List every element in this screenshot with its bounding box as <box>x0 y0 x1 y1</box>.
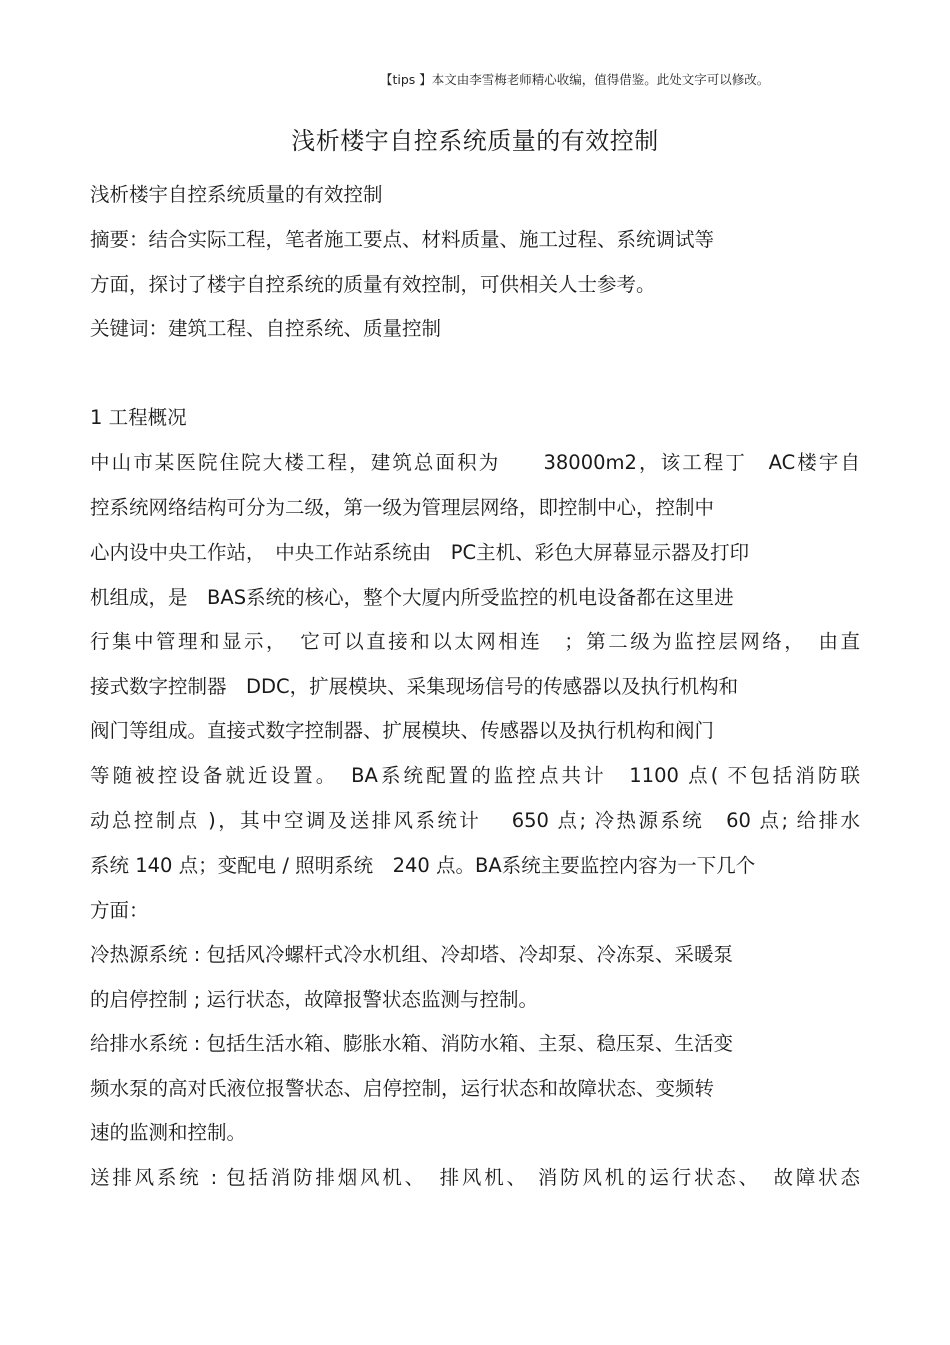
tips-note: 【tips 】本文由李雪梅老师精心收编，值得借鉴。此处文字可以修改。 <box>380 72 770 87</box>
body-line-11: 方面： <box>90 899 149 922</box>
body-line-14: 给排水系统 : 包括生活水箱、膨胀水箱、消防水箱、主泵、稳压泵、生活变 <box>90 1032 733 1055</box>
subtitle-line: 浅析楼宇自控系统质量的有效控制 <box>90 183 383 206</box>
section-heading: 1 工程概况 <box>90 406 187 429</box>
document-title: 浅析楼宇自控系统质量的有效控制 <box>291 127 659 155</box>
body-line-8: 等随被控设备就近设置。 BA系统配置的监控点共计 1100 点( 不包括消防联 <box>90 764 860 787</box>
body-line-12: 冷热源系统 : 包括风冷螺杆式冷水机组、冷却塔、冷却泵、冷冻泵、采暖泵 <box>90 943 733 966</box>
abstract-line-1: 摘要：结合实际工程，笔者施工要点、材料质量、施工过程、系统调试等 <box>90 228 715 251</box>
abstract-line-2: 方面，探讨了楼宇自控系统的质量有效控制，可供相关人士参考。 <box>90 273 656 296</box>
body-line-5: 行集中管理和显示， 它可以直接和以太网相连 ；第二级为监控层网络， 由直 <box>90 630 860 653</box>
body-line-1: 中山市某医院住院大楼工程，建筑总面积为 38000m2，该工程丁 AC楼宇自 <box>90 451 860 474</box>
keywords-line: 关键词：建筑工程、自控系统、质量控制 <box>90 317 442 340</box>
body-line-2: 控系统网络结构可分为二级，第一级为管理层网络，即控制中心，控制中 <box>90 496 715 519</box>
body-line-17: 送排风系统 : 包括消防排烟风机、 排风机、 消防风机的运行状态、 故障状态 <box>90 1166 860 1189</box>
body-line-3: 心内设中央工作站， 中央工作站系统由 PC主机、彩色大屏幕显示器及打印 <box>90 541 750 564</box>
body-line-15: 频水泵的高对氏液位报警状态、启停控制，运行状态和故障状态、变频转 <box>90 1077 715 1100</box>
body-line-7: 阀门等组成。直接式数字控制器、扩展模块、传感器以及执行机构和阀门 <box>90 719 715 742</box>
body-line-4: 机组成，是 BAS系统的核心，整个大厦内所受监控的机电设备都在这里进 <box>90 586 734 609</box>
body-line-9: 动总控制点 )，其中空调及送排风系统计 650 点; 冷热源系统 60 点; 给排水 <box>90 809 860 832</box>
body-line-13: 的启停控制 ; 运行状态，故障报警状态监测与控制。 <box>90 988 538 1011</box>
body-line-16: 速的监测和控制。 <box>90 1121 247 1144</box>
body-line-6: 接式数字控制器 DDC，扩展模块、采集现场信号的传感器以及执行机构和 <box>90 675 739 698</box>
body-line-10: 系统 140 点；变配电 / 照明系统 240 点。BA系统主要监控内容为一下几个 <box>90 854 756 877</box>
